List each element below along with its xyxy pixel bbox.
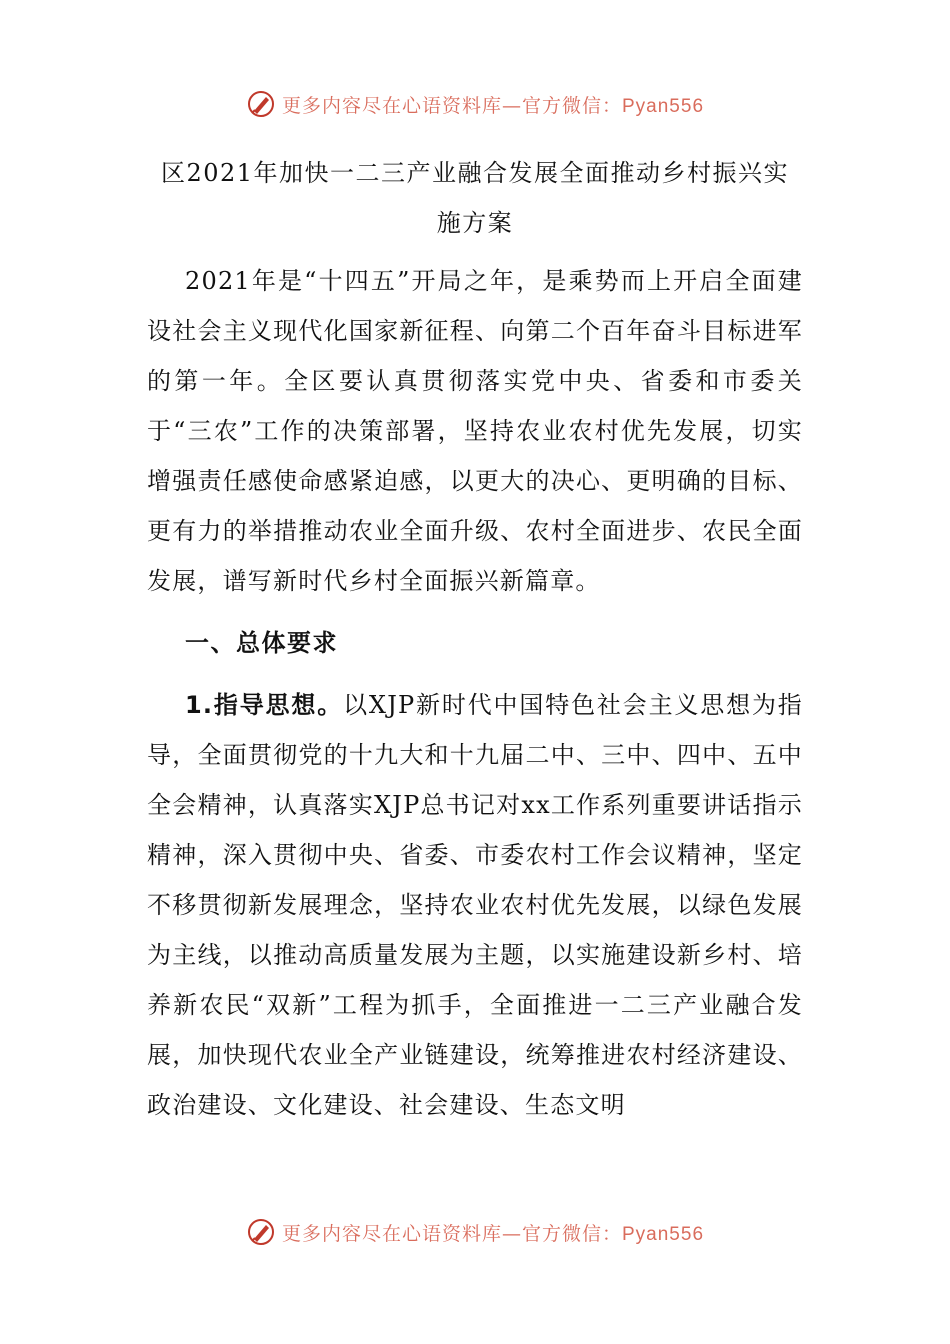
watermark-header: [0, 84, 950, 124]
guiding-ideology-text: 以XJP新时代中国特色社会主义思想为指导，全面贯彻党的十九大和十九届二中、三中、四中、五中全会精神，认真落实XJP总书记对xx工作系列重要讲话指示精神，深入贯彻中央、省委、市委农村工作会议精神，坚定不移贯彻新发展理念，坚持农业农村优先发展，以绿色发展为主线，以推动高质量发展为主题，以实施建设新乡村、培养新农民“双新”工程为抓手，全面推进一二三产业融合发展，加快现代农业全产业链建设，统筹推进农村经济建设、政治建设、文化建设、社会建设、生态文明: [147, 691, 804, 1119]
pen-logo-icon: [246, 89, 276, 119]
document-title-line2: 施方案: [436, 209, 514, 237]
watermark-wechat-id: Pyan556: [622, 95, 705, 117]
guiding-ideology-lead: 1.指导思想。: [185, 691, 344, 719]
watermark-text: 更多内容尽在心语资料库—官方微信：Pyan556: [281, 1222, 705, 1245]
intro-text: 2021年是“十四五”开局之年，是乘势而上开启全面建设社会主义现代化国家新征程、向第二个百年奋斗目标进军的第一年。全区要认真贯彻落实党中央、省委和市委关于“三农”工作的决策部署，坚持农业农村优先发展，切实增强责任感使命感紧迫感，以更大的决心、更明确的目标、更有力的举措推动农业全面升级、农村全面进步、农民全面发展，谱写新时代乡村全面振兴新篇章。: [147, 267, 803, 595]
guiding-ideology-paragraph: [147, 680, 803, 1130]
document-title-line1: 区2021年加快一二三产业融合发展全面推动乡村振兴实: [160, 159, 790, 187]
section-heading-overall-requirements: 一、总体要求: [185, 629, 338, 657]
intro-paragraph: [147, 256, 803, 606]
pen-logo-icon: [246, 1217, 276, 1247]
watermark-wechat-id: Pyan556: [622, 1223, 705, 1245]
watermark-text: 更多内容尽在心语资料库—官方微信：Pyan556: [281, 94, 705, 117]
watermark-footer: [0, 1212, 950, 1252]
